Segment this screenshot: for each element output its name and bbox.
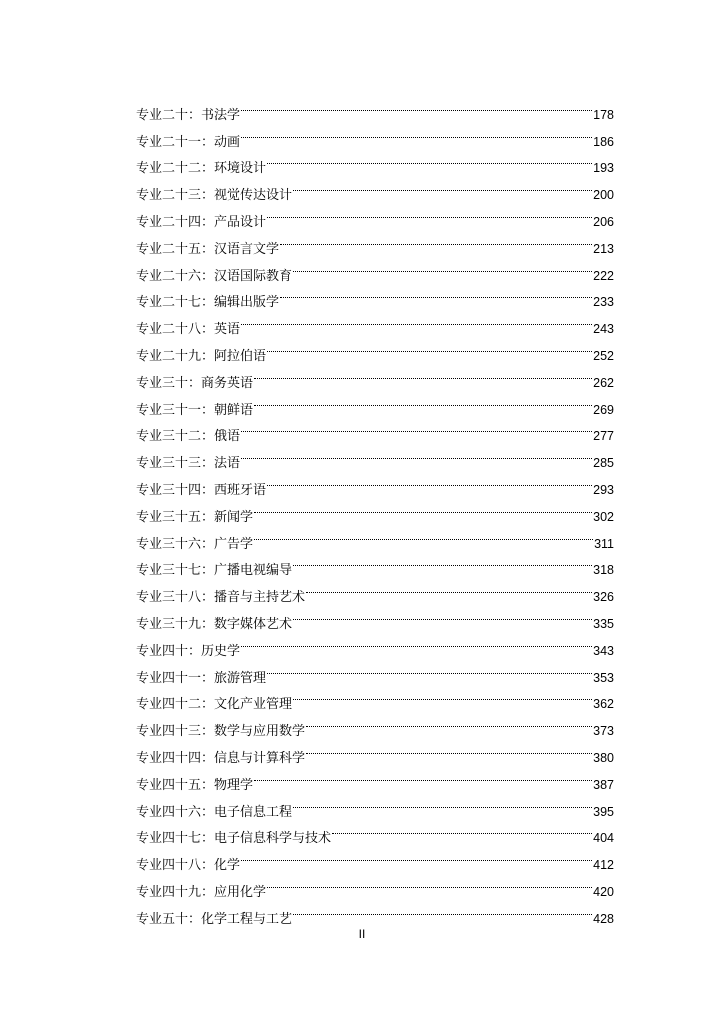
toc-entry-title: 专业三十一：朝鲜语 [136,402,254,418]
toc-entry-page: 420 [593,884,614,899]
toc-entry-page: 193 [593,161,614,176]
toc-entry-title: 专业四十六：电子信息工程 [136,804,293,820]
dot-leader [241,628,592,655]
dot-leader [293,172,592,199]
toc-entry-page: 252 [593,348,614,363]
dot-leader [254,521,593,548]
toc-entry-page: 293 [593,482,614,497]
dot-leader [267,467,592,494]
toc-entry-page: 428 [593,911,614,926]
toc-entry-title: 专业四十七：电子信息科学与技术 [136,831,332,847]
dot-leader [332,816,592,843]
dot-leader [293,548,592,575]
toc-entry-page: 380 [593,750,614,765]
toc-entry-title: 专业三十九：数字媒体艺术 [136,616,293,632]
toc-entry-title: 专业三十二：俄语 [136,429,241,445]
dot-leader [241,440,592,467]
toc-entry-page: 318 [593,563,614,578]
toc-entry-page: 277 [593,429,614,444]
dot-leader [267,199,592,226]
dot-leader [293,789,592,816]
dot-leader [241,92,592,119]
dot-leader [241,842,592,869]
toc-entry-page: 243 [593,322,614,337]
dot-leader [241,414,592,441]
toc-entry-page: 178 [593,107,614,122]
toc-entry-page: 200 [593,188,614,203]
dot-leader [241,119,592,146]
toc-entry-title: 专业三十七：广播电视编导 [136,563,293,579]
toc-entry-title: 专业三十六：广告学 [136,536,254,552]
toc-entry-title: 专业二十三：视觉传达设计 [136,188,293,204]
toc-entry-title: 专业三十五：新闻学 [136,509,254,525]
toc-entry-title: 专业三十八：播音与主持艺术 [136,590,306,606]
dot-leader [293,896,592,923]
toc-entry-title: 专业四十：历史学 [136,643,241,659]
toc-entry-title: 专业四十九：应用化学 [136,884,267,900]
table-of-contents [136,92,614,927]
toc-entry-title: 专业二十九：阿拉伯语 [136,348,267,364]
toc-entry-title: 专业三十：商务英语 [136,375,254,391]
toc-entry-title: 专业三十三：法语 [136,456,241,472]
dot-leader [306,708,592,735]
toc-entry-page: 213 [593,241,614,256]
toc-entry-title: 专业四十二：文化产业管理 [136,697,293,713]
dot-leader [267,655,592,682]
dot-leader [293,601,592,628]
toc-entry-page: 269 [593,402,614,417]
toc-entry-page: 362 [593,697,614,712]
toc-entry-page: 387 [593,777,614,792]
toc-entry-page: 206 [593,214,614,229]
toc-entry-page: 395 [593,804,614,819]
dot-leader [254,762,592,789]
toc-entry-title: 专业五十：化学工程与工艺 [136,911,293,927]
dot-leader [293,682,592,709]
dot-leader [241,306,592,333]
dot-leader [267,869,592,896]
toc-entry-page: 404 [593,831,614,846]
toc-entry-page: 262 [593,375,614,390]
dot-leader [280,226,592,253]
toc-entry-title: 专业二十一：动画 [136,134,241,150]
toc-entry-page: 335 [593,616,614,631]
toc-entry-title: 专业二十八：英语 [136,322,241,338]
dot-leader [267,333,592,360]
toc-entry-page: 343 [593,643,614,658]
toc-entry-page: 233 [593,295,614,310]
toc-entry-title: 专业四十三：数学与应用数学 [136,724,306,740]
dot-leader [280,280,592,307]
toc-entry-page: 186 [593,134,614,149]
toc-entry-page: 373 [593,724,614,739]
toc-entry-title: 专业四十八：化学 [136,858,241,874]
toc-entry-page: 311 [594,536,614,551]
toc-entry-title: 专业四十五：物理学 [136,777,254,793]
toc-entry-title: 专业二十二：环境设计 [136,161,267,177]
dot-leader [306,574,592,601]
page-number: II [358,927,366,941]
toc-entry-title: 专业二十五：汉语言文学 [136,241,280,257]
dot-leader [306,735,592,762]
toc-entry-page: 353 [593,670,614,685]
dot-leader [293,253,592,280]
toc-entry-title: 专业二十六：汉语国际教育 [136,268,293,284]
toc-entry[interactable] [136,92,614,123]
toc-entry-title: 专业二十四：产品设计 [136,214,267,230]
dot-leader [254,494,592,521]
dot-leader [254,387,592,414]
toc-entry-page: 412 [593,858,614,873]
toc-entry-title: 专业四十四：信息与计算科学 [136,750,306,766]
toc-entry-title: 专业四十一：旅游管理 [136,670,267,686]
toc-entry-title: 专业二十：书法学 [136,107,241,123]
toc-entry-page: 326 [593,590,614,605]
toc-entry-page: 222 [593,268,614,283]
toc-entry-title: 专业二十七：编辑出版学 [136,295,280,311]
toc-entry-title: 专业三十四：西班牙语 [136,482,267,498]
dot-leader [267,146,592,173]
toc-entry-page: 285 [593,456,614,471]
toc-entry-page: 302 [593,509,614,524]
dot-leader [254,360,592,387]
